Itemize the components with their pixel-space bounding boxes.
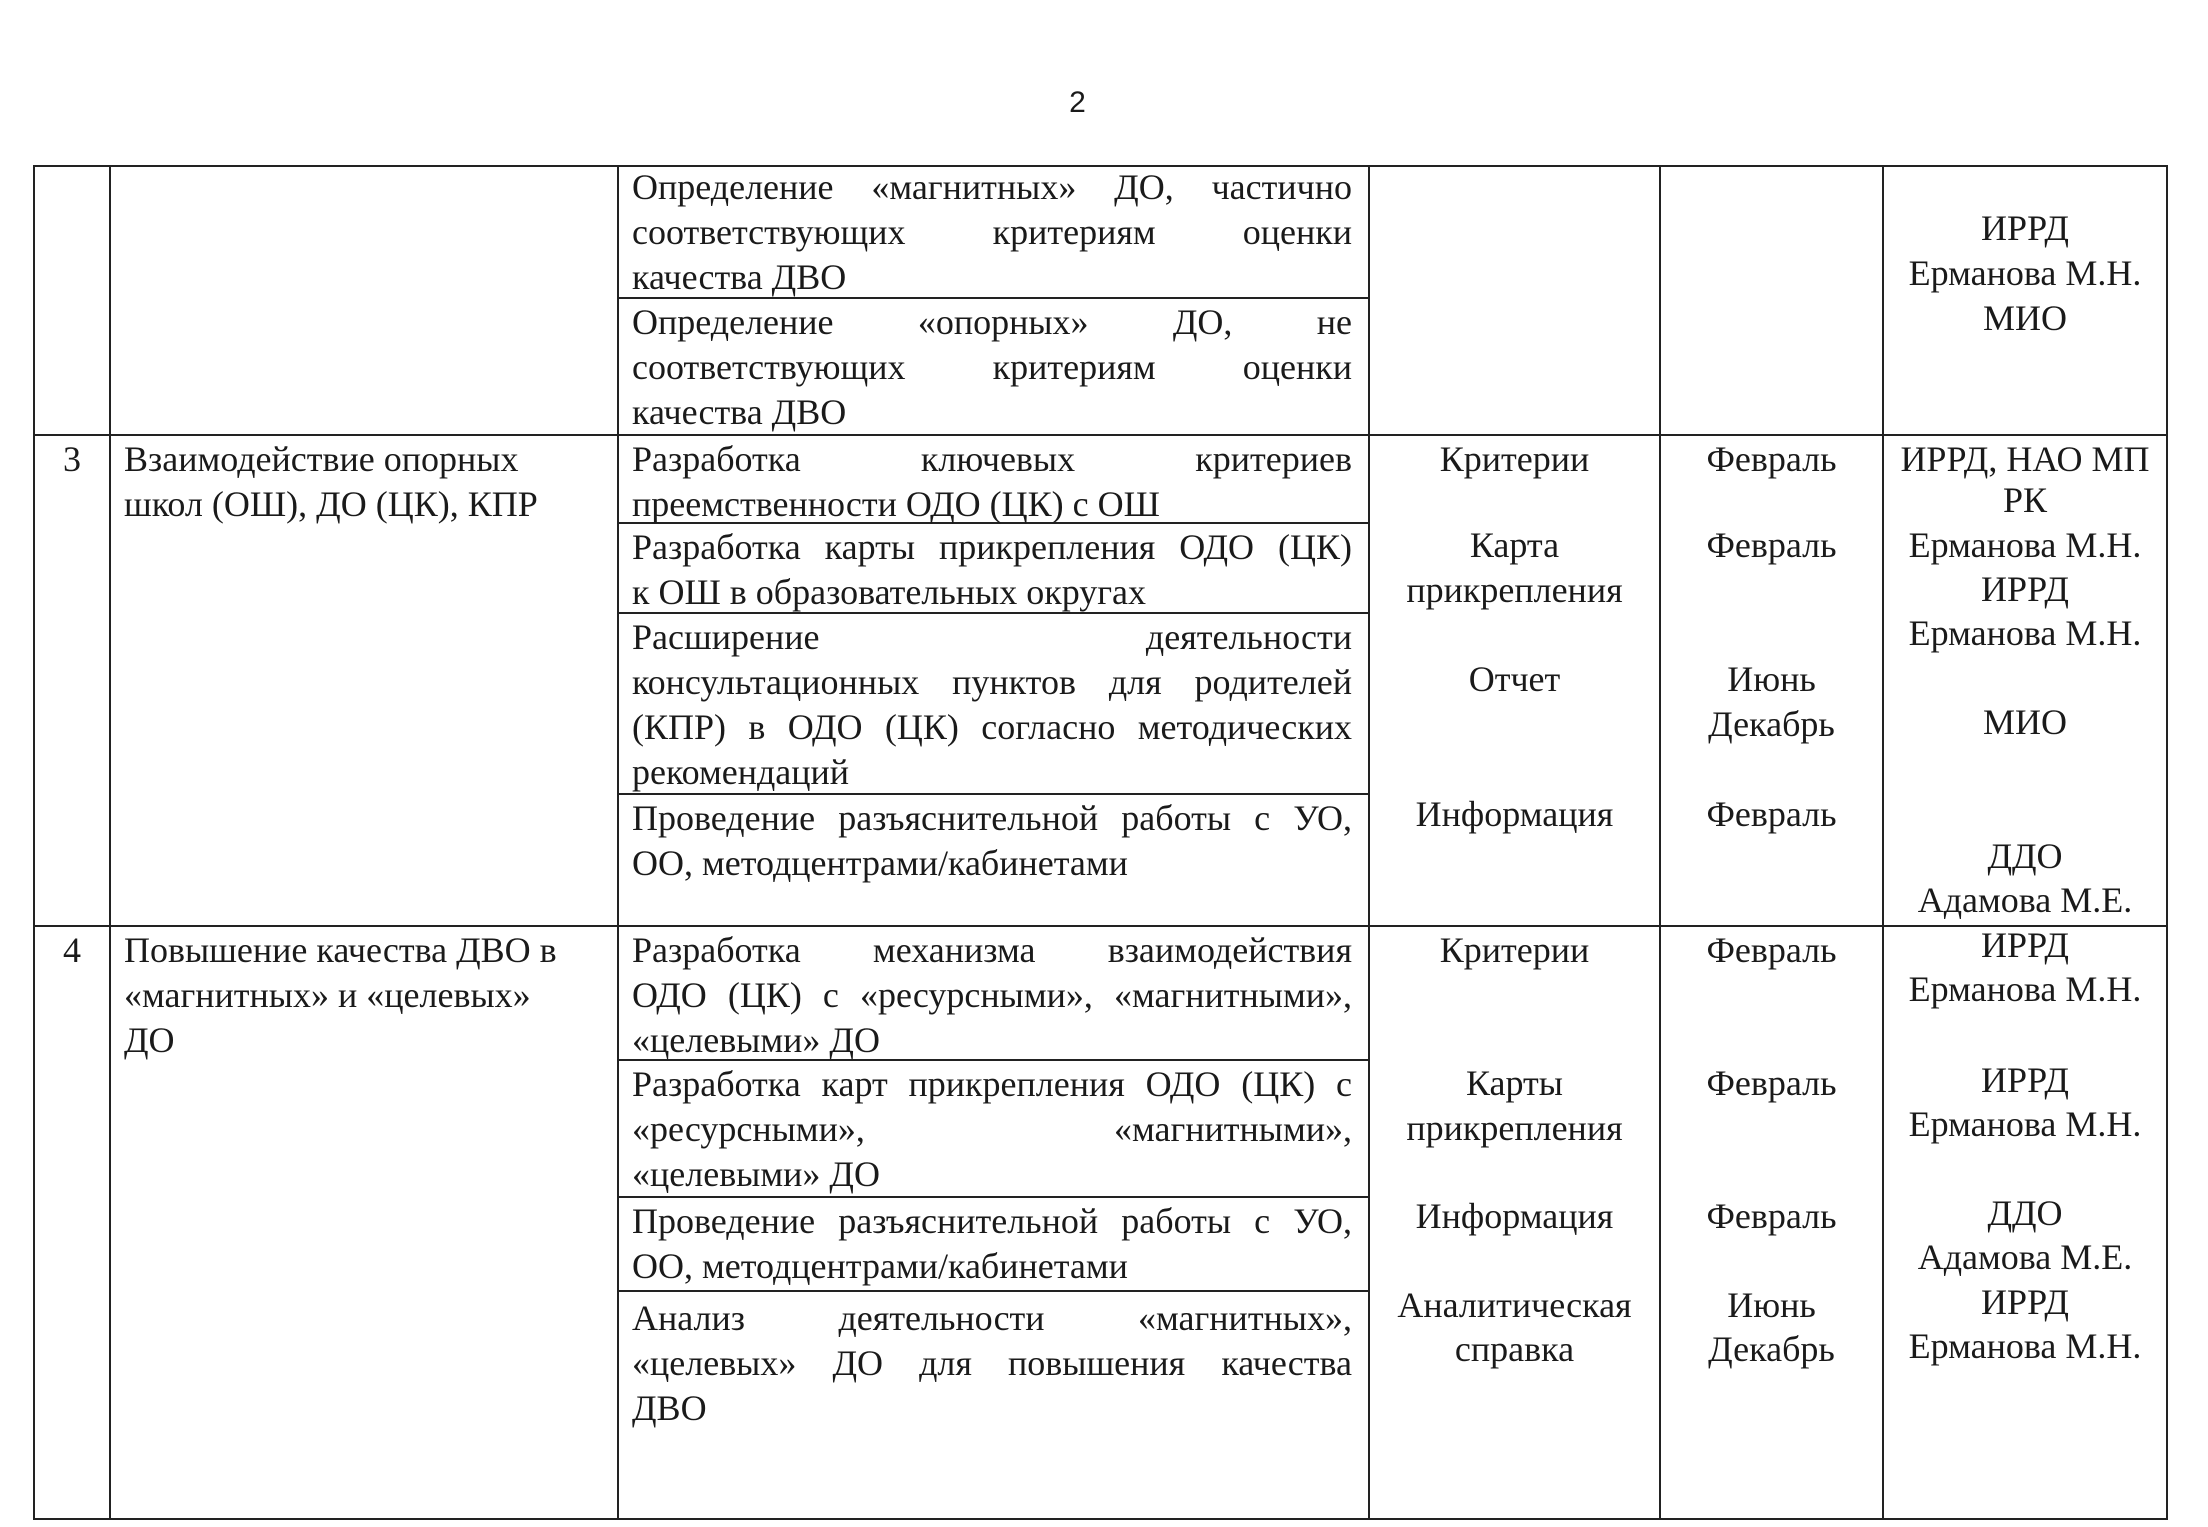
responsible-text: РК [2002, 480, 2048, 520]
activity-cell [632, 525, 1352, 615]
responsible-text: Ерманова М.Н. [1908, 969, 2142, 1009]
activity-text-line: соответствующих критериям оценки [632, 212, 1352, 252]
responsible-text: Ерманова М.Н. [1908, 253, 2142, 293]
activity-text-line: консультационных пунктов для родителей [632, 662, 1352, 702]
activity-text-line: «целевых» ДО для повышения качества [632, 1343, 1352, 1383]
table-border-bottom [33, 1518, 2168, 1520]
form-text: Критерии [1439, 930, 1590, 970]
row-number: 4 [63, 930, 81, 970]
row-number: 3 [63, 439, 81, 479]
row-separator [33, 925, 2168, 927]
page-number: 2 [1069, 86, 1086, 119]
deadline-text: Декабрь [1708, 1329, 1835, 1369]
activity-text-line: Разработка карт прикрепления ОДО (ЦК) с [632, 1064, 1352, 1104]
activity-text-line: «ресурсными», «магнитными», [632, 1109, 1352, 1149]
form-text: Критерии [1439, 439, 1590, 479]
deadline-text: Февраль [1706, 525, 1837, 565]
activity-text-line: преемственности ОДО (ЦК) с ОШ [632, 484, 1160, 524]
activity-text-line: «целевыми» ДО [632, 1020, 880, 1060]
activity-text-line: Разработка механизма взаимодействия [632, 930, 1352, 970]
activity-text-line: Проведение разъяснительной работы с УО, [632, 1201, 1352, 1241]
form-text: Информация [1415, 1196, 1614, 1236]
form-text: прикрепления [1406, 1108, 1623, 1148]
direction-text-line: Взаимодействие опорных [124, 439, 519, 479]
deadline-text: Февраль [1706, 930, 1837, 970]
activity-text-line: Разработка ключевых критериев [632, 439, 1352, 479]
responsible-text: ДДО [1987, 1193, 2063, 1233]
activity-text-line: Определение «опорных» ДО, не [632, 302, 1352, 342]
deadline-text: Февраль [1706, 794, 1837, 834]
responsible-text: ИРРД [1981, 1060, 2069, 1100]
activity-text-line: Определение «магнитных» ДО, частично [632, 167, 1352, 207]
activity-cell [632, 1199, 1352, 1289]
activity-cell [632, 1296, 1352, 1431]
activity-text-line: к ОШ в образовательных округах [632, 572, 1146, 612]
column-separator [617, 165, 619, 1520]
activity-cell [632, 300, 1352, 435]
responsible-text: Ерманова М.Н. [1908, 613, 2142, 653]
table-border-right [2166, 165, 2168, 1520]
deadline-text: Июнь [1727, 659, 1816, 699]
activity-text-line: (КПР) в ОДО (ЦК) согласно методических [632, 707, 1352, 747]
responsible-text: Адамова М.Е. [1917, 880, 2133, 920]
activity-cell [632, 1062, 1352, 1197]
form-text: Отчет [1468, 659, 1561, 699]
activity-text-line: рекомендаций [632, 752, 850, 792]
responsible-text: Ерманова М.Н. [1908, 1326, 2142, 1366]
activity-separator [617, 1290, 1370, 1292]
activity-cell [632, 928, 1352, 1063]
responsible-text: Ерманова М.Н. [1908, 1104, 2142, 1144]
responsible-text: ИРРД, НАО МП [1900, 439, 2150, 479]
activity-text-line: Проведение разъяснительной работы с УО, [632, 798, 1352, 838]
activity-text-line: «целевыми» ДО [632, 1154, 880, 1194]
form-text: Информация [1415, 794, 1614, 834]
deadline-text: Июнь [1727, 1285, 1816, 1325]
activity-text-line: ОДО (ЦК) с «ресурсными», «магнитными», [632, 975, 1352, 1015]
table-border-left [33, 165, 35, 1520]
direction-text-line: школ (ОШ), ДО (ЦК), КПР [124, 484, 538, 524]
activity-cell [632, 165, 1352, 300]
responsible-text: МИО [1982, 702, 2067, 742]
form-text: Карта [1469, 525, 1560, 565]
responsible-text: ИРРД [1981, 208, 2069, 248]
form-text: Аналитическая [1397, 1285, 1632, 1325]
deadline-text: Декабрь [1708, 704, 1835, 744]
activity-text-line: Разработка карты прикрепления ОДО (ЦК) [632, 527, 1352, 567]
direction-text-line: ДО [124, 1020, 175, 1060]
activity-text-line: Расширение деятельности [632, 617, 1352, 657]
responsible-text: ДДО [1987, 836, 2063, 876]
form-text: прикрепления [1406, 570, 1623, 610]
form-text: Карты [1466, 1063, 1563, 1103]
direction-text-line: Повышение качества ДВО в [124, 930, 557, 970]
responsible-text: ИРРД [1981, 1282, 2069, 1322]
activity-text-line: ОО, методцентрами/кабинетами [632, 843, 1128, 883]
responsible-text: ИРРД [1981, 569, 2069, 609]
deadline-text: Февраль [1706, 1063, 1837, 1103]
responsible-text: Адамова М.Е. [1917, 1237, 2133, 1277]
activity-text-line: качества ДВО [632, 392, 847, 432]
deadline-text: Февраль [1706, 439, 1837, 479]
activity-text-line: качества ДВО [632, 257, 847, 297]
activity-text-line: соответствующих критериям оценки [632, 347, 1352, 387]
deadline-text: Февраль [1706, 1196, 1837, 1236]
form-text: справка [1454, 1329, 1575, 1369]
activity-cell [632, 615, 1352, 795]
activity-cell [632, 437, 1352, 527]
direction-text-line: «магнитных» и «целевых» [124, 975, 531, 1015]
activity-text-line: ДВО [632, 1388, 707, 1428]
activity-text-line: ОО, методцентрами/кабинетами [632, 1246, 1128, 1286]
responsible-text: ИРРД [1981, 925, 2069, 965]
activity-text-line: Анализ деятельности «магнитных», [632, 1298, 1352, 1338]
column-separator [109, 165, 111, 1520]
responsible-text: Ерманова М.Н. [1908, 525, 2142, 565]
activity-cell [632, 796, 1352, 886]
responsible-text: МИО [1982, 298, 2067, 338]
